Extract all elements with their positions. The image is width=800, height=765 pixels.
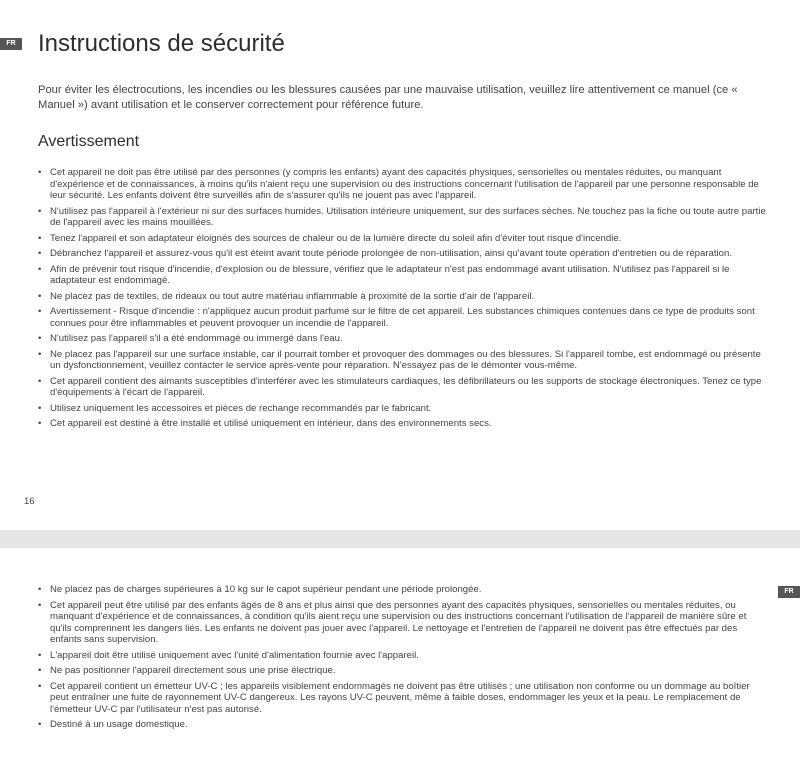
list-item: • L'appareil doit être utilisé uniquement avec l'unité d'alimentation fournie avec l'appareil. xyxy=(38,650,768,662)
list-item: • Cet appareil ne doit pas être utilisé par des personnes (y compris les enfants) ayant des capacités physiques, sensorielles ou mentales réduites, ou manquant d'expérience et de connaissances, à moins qu'ils n'aient reçu une supervision ou des instructions concernant l'utilisation de l'appareil par une personne responsable de leur sécurité. Les enfants doivent être surveillés afin de s'assurer qu'ils ne jouent pas avec l'appareil. xyxy=(38,167,768,202)
intro-paragraph: Pour éviter les électrocutions, les incendies ou les blessures causées par une mauvaise utilisation, veuillez lire attentivement ce manuel (ce « Manuel ») avant utilisation et le conserver correctement pour référence future. xyxy=(38,84,738,111)
page-number: 16 xyxy=(24,496,35,507)
list-item: • Ne placez pas l'appareil sur une surface instable, car il pourrait tomber et provoquer des dommages ou des blessures. Si l'appareil tombe, est endommagé ou présente un dysfonctionnement, veuillez contacter le service après-vente pour réparation. N'essayez pas de le démonter vous-même. xyxy=(38,349,768,372)
language-tab: FR xyxy=(778,586,800,598)
list-item: • Ne placez pas de charges supérieures à 10 kg sur le capot supérieur pendant une période prolongée. xyxy=(38,584,768,596)
list-item: • Destiné à un usage domestique. xyxy=(38,719,768,731)
list-item: • Ne placez pas de textiles, de rideaux ou tout autre matériau inflammable à proximité de la sortie d'air de l'appareil. xyxy=(38,291,768,303)
warning-list-continued xyxy=(38,584,768,735)
list-item: • Tenez l'appareil et son adaptateur éloignés des sources de chaleur ou de la lumière directe du soleil afin d'éviter tout risque d'incendie. xyxy=(38,233,768,245)
list-item: • Afin de prévenir tout risque d'incendie, d'explosion ou de blessure, vérifiez que le adaptateur n'est pas endommagé avant utilisation. N'utilisez pas l'appareil si le adaptateur est endommagé. xyxy=(38,264,768,287)
list-item: • Ne pas positionner l'appareil directement sous une prise électrique. xyxy=(38,665,768,677)
manual-page-17 xyxy=(0,548,800,765)
warning-list xyxy=(38,167,768,434)
list-item: • Cet appareil est destiné à être installé et utilisé uniquement en intérieur, dans des environnements secs. xyxy=(38,418,768,430)
list-item: • N'utilisez pas l'appareil à l'extérieur ni sur des surfaces humides. Utilisation intérieure uniquement, sur des surfaces sèches. Ne touchez pas la fiche ou toute autre partie de l'appareil avec les mains mouillées. xyxy=(38,206,768,229)
list-item: • Cet appareil contient un émetteur UV-C ; les appareils visiblement endommagés ne doivent pas être utilisés ; une utilisation non conforme ou un dommage au boîtier peut entraîner une fuite de rayonnement UV-C dangereux. Les rayons UV-C peuvent, même à faible doses, endommager les yeux et la peau. Le remplacement de l'émetteur UV-C par l'utilisateur n'est pas autorisé. xyxy=(38,681,768,716)
page-title: Instructions de sécurité xyxy=(38,30,285,57)
list-item: • Cet appareil peut être utilisé par des enfants âgés de 8 ans et plus ainsi que des personnes ayant des capacités physiques, sensorielles ou mentales réduites, ou manquant d'expérience et de connaissances, à condition qu'ils aient reçu une supervision ou des instructions concernant l'utilisation de l'appareil de manière sûre et qu'ils comprennent les dangers liés. Les enfants ne doivent pas jouer avec l'appareil. Le nettoyage et l'entretien de l'appareil ne doivent pas être effectués par des enfants sans supervision. xyxy=(38,600,768,646)
list-item: • Avertissement - Risque d'incendie : n'appliquez aucun produit parfumé sur le filtre de cet appareil. Les substances chimiques contenues dans ce type de produits sont connues pour être inflammables et peuvent provoquer un incendie de l'appareil. xyxy=(38,306,768,329)
list-item: • Cet appareil contient des aimants susceptibles d'interférer avec les stimulateurs cardiaques, les défibrillateurs ou les supports de stockage électroniques. Tenez ce type d'équipements à l'écart de l'appareil. xyxy=(38,376,768,399)
list-item: • Utilisez uniquement les accessoires et pièces de rechange recommandés par le fabricant. xyxy=(38,403,768,415)
section-title: Avertissement xyxy=(38,133,140,150)
list-item: • Débranchez l'appareil et assurez-vous qu'il est éteint avant toute période prolongée de non-utilisation, ainsi qu'avant toute opération d'entretien ou de réparation. xyxy=(38,248,768,260)
list-item: • N'utilisez pas l'appareil s'il a été endommagé ou immergé dans l'eau. xyxy=(38,333,768,345)
language-tab: FR xyxy=(0,38,22,50)
